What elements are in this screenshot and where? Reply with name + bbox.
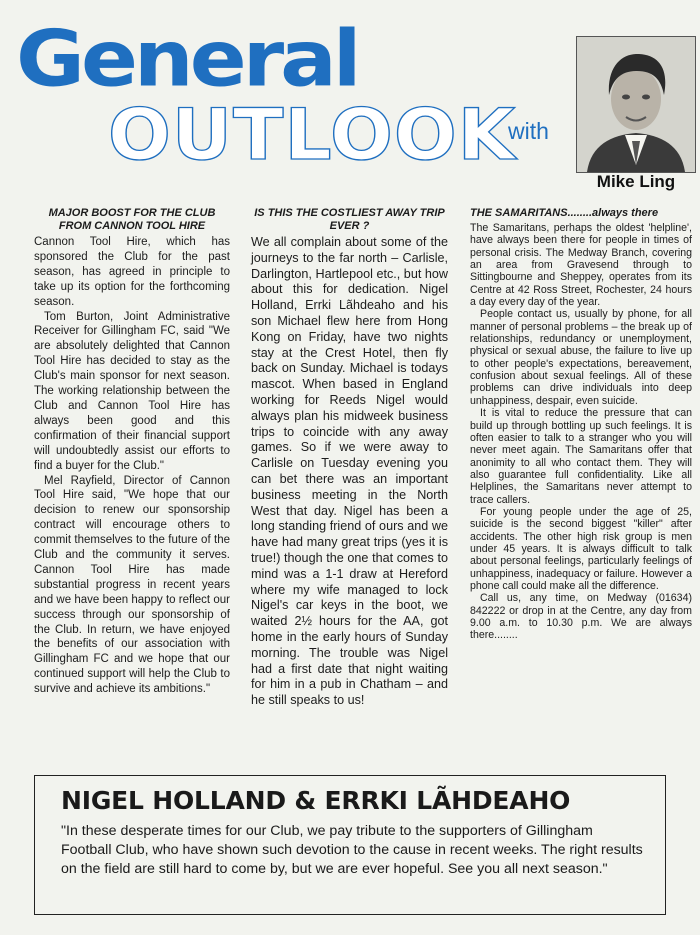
article-costliest-away-trip [251,207,448,709]
article-paragraph: Cannon Tool Hire, which has sponsored the Club for the past season, has agreed in principle to take up its option for the forthcoming season. [34,236,230,308]
author-photo [576,36,696,173]
article-paragraph: For young people under the age of 25, suicide is the second biggest "killer" after accidents. The other high risk group is men under 45 years. It is always difficult to talk about personal feelings, particularly feelings of unhappiness, inadequacy or failure. However a phone call could make all the difference. [470,505,692,592]
article-cannon-tool-hire [34,207,230,697]
article-paragraph: We all complain about some of the journeys to the far north – Carlisle, Darlington, Hartlepool etc., but how about this for dedication. Nigel Holland, Errki Lãhdeaho and his son Michael flew here from Hong Kong on Friday, have two nights stay at the Crest Hotel, then fly back on Sunday. Michael is todays mascot. When based in England working for Reeds Nigel would always plan his midweek business trips to coincide with any away games. So if we were away to Carlisle on Tuesday evening you can bet there was an important business meeting in the North West that day. Nigel has been a long standing friend of ours and we have had many great trips (yes it is true!) though the one that comes to mind was a 1-1 draw at Hereford where my wife managed to lock Nigel's car keys in the boot, we waited 2½ hours for the AA, got home in the early hours of Sunday morning. The trouble was Nigel had a first date that night waiting for him in a pub in Chatham – and he still speaks to us! [251,235,448,708]
title-general: General [16,13,358,104]
article-paragraph: People contact us, usually by phone, for all manner of personal problems – the break up of relationships, redundancy or unemployment, physical or sexual abuse, the failure to live up to other people's expectations, bereavement, confusion about sexual feelings. All of these problems can drive individuals into deep unhappiness, despair, even suicide. [470,308,692,407]
article-paragraph: The Samaritans, perhaps the oldest 'helpline', have always been there for people in times of personal crisis. The Medway Branch, covering an area from Gravesend through to Sittingbourne and Sheppey, operates from its Centre at 42 Ross Street, Rochester, 24 hours a day every day of the year. [470,222,692,309]
title-with: with [508,118,549,144]
article-samaritans [470,207,692,642]
tribute-box [34,775,666,915]
article-paragraph: Mel Rayfield, Director of Cannon Tool Hire said, "We hope that our decision to renew our sponsorship contract will encourage others to commit themselves to the future of the Club and the community it serves. Cannon Tool Hire has made substantial progress in recent years and we have been happy to reflect our success through our sponsorship of the Club. In return, we have enjoyed the benefits of our association with Gillingham FC and we hope that our continued support will help the Club to survive and achieve its ambitions." [34,474,230,696]
article-paragraph: Tom Burton, Joint Administrative Receiver for Gillingham FC, said "We are absolutely delighted that Cannon Tool Hire has decided to stay as the Club's main sponsor for next season. The working relationship between the Club and Cannon Tool Hire has always been good and this confirmation of their financial support will undoubtedly assist our efforts to find a buyer for the Club." [34,310,230,472]
article-heading: MAJOR BOOST FOR THE CLUB FROM CANNON TOOL HIRE [48,207,216,232]
tribute-quote: "In these desperate times for our Club, we pay tribute to the supporters of Gillingham Football Club, who have shown such devotion to the cause in recent weeks. The right results on the field are still hard to come by, but we are ever hopeful. See you all next season." [61,823,643,877]
article-heading: THE SAMARITANS........always there [470,207,659,219]
article-heading: IS THIS THE COSTLIEST AWAY TRIP EVER ? [254,207,445,232]
author-name: Mike Ling [596,172,676,191]
masthead [0,0,700,200]
portrait-image [577,37,695,172]
tribute-heading: NIGEL HOLLAND & ERRKI LÃHDEAHO [61,786,571,815]
article-paragraph: It is vital to reduce the pressure that can build up through bottling up such feelings. It is often easier to talk to a stranger who you will never meet again. The Samaritans offer that anonimity to all who contact them. They will also guarantee full confidentiality. Like all Helplines, the Samaritans never attempt to trace callers. [470,407,692,506]
title-outlook: OUTLOOK [108,94,517,176]
article-paragraph: Call us, any time, on Medway (01634) 842222 or drop in at the Centre, any day from 9.00 a.m. to 10.30 p.m. We are always there........ [470,592,692,642]
